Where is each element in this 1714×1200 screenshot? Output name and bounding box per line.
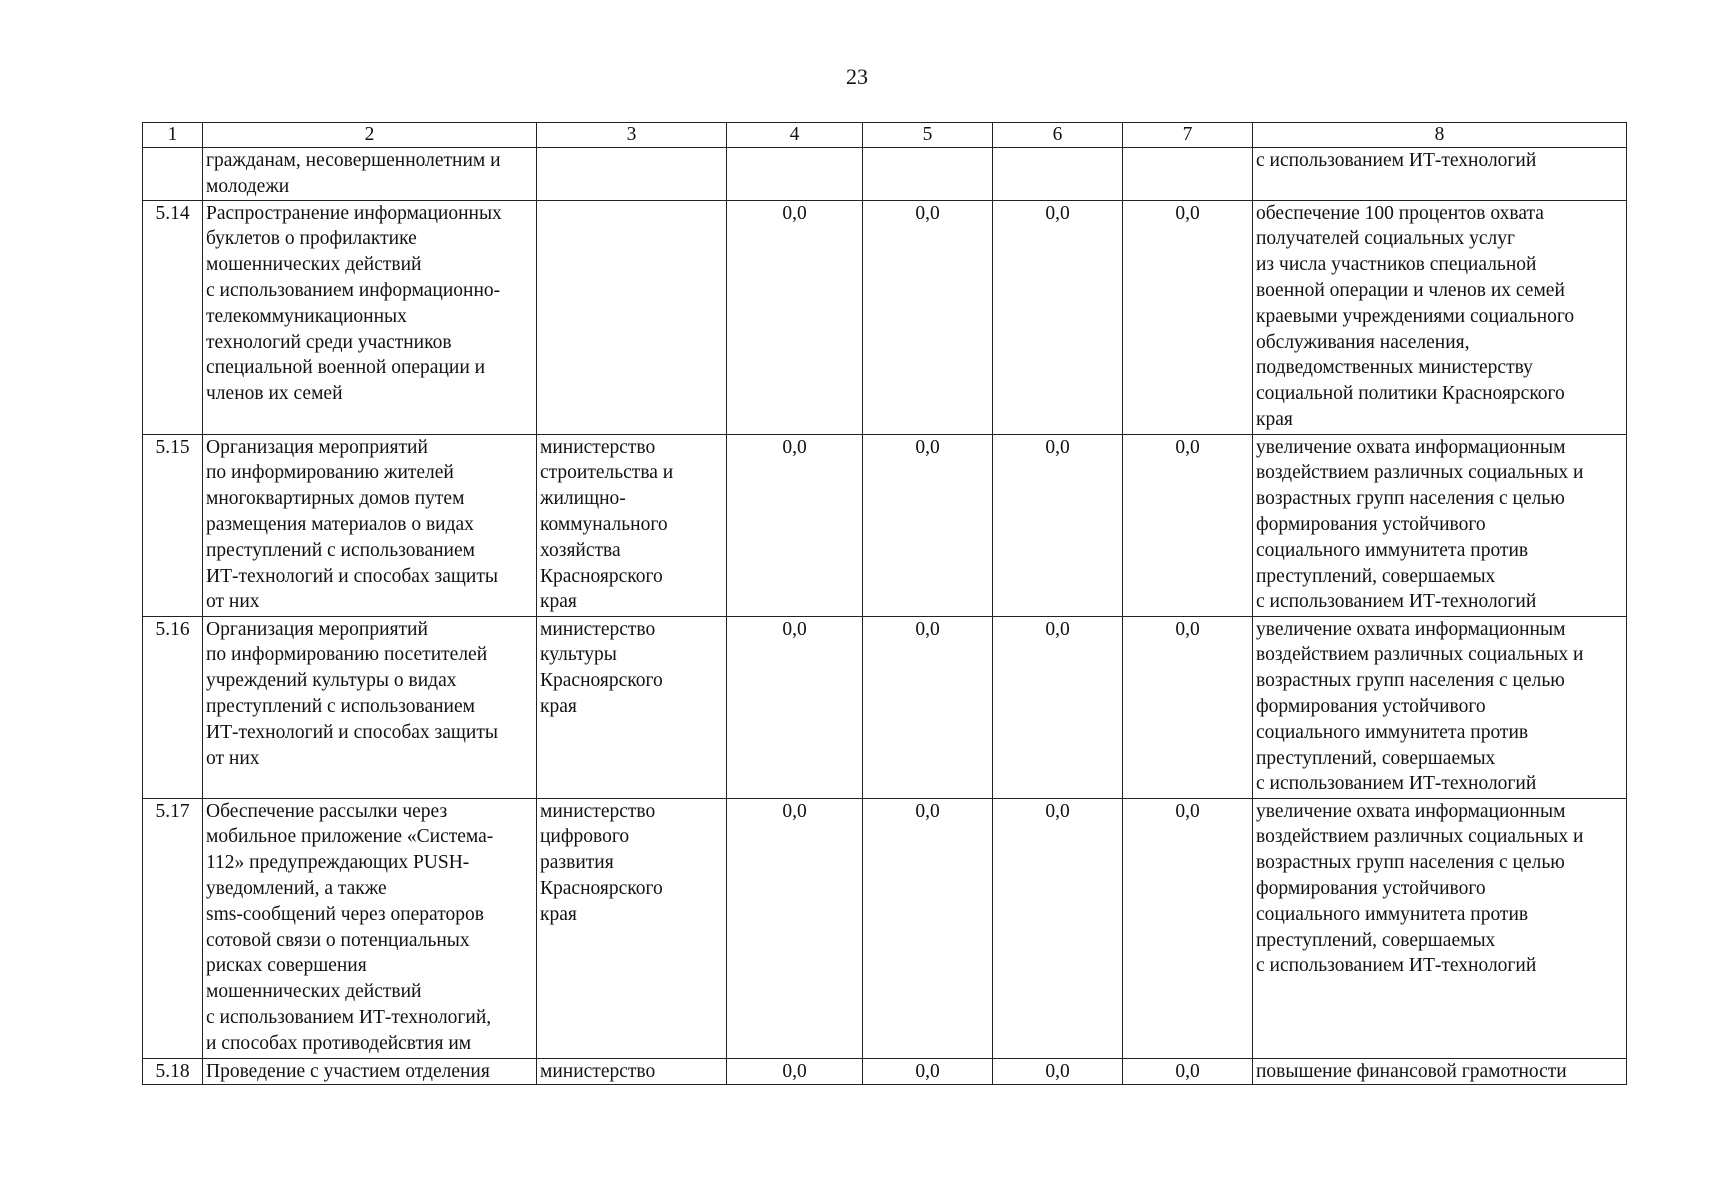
- expected-result: [1253, 616, 1627, 798]
- row-number: 5.15: [143, 434, 203, 616]
- value-col-6: [993, 148, 1123, 201]
- expected-result-text: увеличение охвата информационным воздействием различных социальных и возрастных групп населения с целью формирования устойчивого социального иммунитета против преступлений, совершаемых с использованием ИТ-технологий: [1256, 800, 1584, 977]
- value-col-5: [863, 148, 993, 201]
- value-col-4: 0,0: [727, 434, 863, 616]
- column-header-2: 2: [203, 123, 537, 148]
- measure-name: [203, 148, 537, 201]
- value-col-5: 0,0: [863, 616, 993, 798]
- executor-text: министерство: [540, 1060, 656, 1082]
- column-header-5: 5: [863, 123, 993, 148]
- value-col-6: 0,0: [993, 798, 1123, 1058]
- table-row: [143, 1058, 1627, 1085]
- expected-result: [1253, 148, 1627, 201]
- executor: [537, 148, 727, 201]
- executor: [537, 434, 727, 616]
- table-row: [143, 434, 1627, 616]
- value-col-4: 0,0: [727, 200, 863, 434]
- value-col-7: 0,0: [1123, 616, 1253, 798]
- measure-name: [203, 434, 537, 616]
- measure-name-text: Организация мероприятий по информированию жителей многоквартирных домов путем размещения материалов о видах преступлений с использованием ИТ-технологий и способах защиты от них: [206, 436, 498, 613]
- column-header-1: 1: [143, 123, 203, 148]
- value-col-7: 0,0: [1123, 798, 1253, 1058]
- measure-name-text: Распространение информационных буклетов о профилактике мошеннических действий с использованием информационно- телекоммуникационных технологий среди участников специальной военной операции и членов их семей: [206, 202, 502, 405]
- value-col-7: 0,0: [1123, 434, 1253, 616]
- value-col-4: 0,0: [727, 1058, 863, 1085]
- expected-result-text: повышение финансовой грамотности: [1256, 1060, 1567, 1082]
- executor-text: министерство строительства и жилищно- коммунального хозяйства Красноярского края: [540, 436, 674, 613]
- expected-result: [1253, 798, 1627, 1058]
- expected-result: [1253, 1058, 1627, 1085]
- value-col-7: [1123, 148, 1253, 201]
- header-row: [143, 123, 1627, 148]
- value-col-5: 0,0: [863, 1058, 993, 1085]
- column-header-6: 6: [993, 123, 1123, 148]
- value-col-5: 0,0: [863, 798, 993, 1058]
- executor-text: министерство культуры Красноярского края: [540, 618, 663, 717]
- measure-name: [203, 616, 537, 798]
- expected-result-text: с использованием ИТ-технологий: [1256, 150, 1537, 171]
- row-number: 5.14: [143, 200, 203, 434]
- column-header-8: 8: [1253, 123, 1627, 148]
- value-col-6: 0,0: [993, 616, 1123, 798]
- row-number: 5.17: [143, 798, 203, 1058]
- table-row: [143, 148, 1627, 201]
- column-header-3: 3: [537, 123, 727, 148]
- measure-name-text: гражданам, несовершеннолетним и молодежи: [206, 150, 501, 197]
- expected-result-text: обеспечение 100 процентов охвата получателей социальных услуг из числа участников специальной военной операции и членов их семей краевыми учреждениями социального обслуживания населения, подведомственных министерству социальной политики Красноярского края: [1256, 202, 1575, 430]
- value-col-7: 0,0: [1123, 200, 1253, 434]
- measure-name-text: Обеспечение рассылки через мобильное приложение «Система- 112» предупреждающих PUSH- уведомлений, а также sms-сообщений через операторов сотовой связи о потенциальных рисках совершения мошеннических действий с использованием ИТ-технологий, и способах противодейсвтия им: [206, 800, 494, 1054]
- value-col-4: 0,0: [727, 616, 863, 798]
- measures-table: [142, 122, 1627, 1085]
- value-col-7: 0,0: [1123, 1058, 1253, 1085]
- row-number: [143, 148, 203, 201]
- value-col-6: 0,0: [993, 434, 1123, 616]
- expected-result-text: увеличение охвата информационным воздействием различных социальных и возрастных групп населения с целью формирования устойчивого социального иммунитета против преступлений, совершаемых с использованием ИТ-технологий: [1256, 618, 1584, 795]
- executor: [537, 1058, 727, 1085]
- column-header-4: 4: [727, 123, 863, 148]
- executor: [537, 798, 727, 1058]
- measure-name-text: Организация мероприятий по информированию посетителей учреждений культуры о видах преступлений с использованием ИТ-технологий и способах защиты от них: [206, 618, 498, 769]
- page-number: 23: [846, 64, 868, 89]
- row-number: 5.18: [143, 1058, 203, 1085]
- value-col-5: 0,0: [863, 434, 993, 616]
- table-row: [143, 616, 1627, 798]
- measure-name: [203, 798, 537, 1058]
- column-header-7: 7: [1123, 123, 1253, 148]
- value-col-4: [727, 148, 863, 201]
- row-number: 5.16: [143, 616, 203, 798]
- measure-name: [203, 1058, 537, 1085]
- expected-result: [1253, 200, 1627, 434]
- value-col-6: 0,0: [993, 1058, 1123, 1085]
- value-col-4: 0,0: [727, 798, 863, 1058]
- table-row: [143, 200, 1627, 434]
- executor-text: министерство цифрового развития Красноярского края: [540, 800, 663, 925]
- value-col-5: 0,0: [863, 200, 993, 434]
- measure-name: [203, 200, 537, 434]
- value-col-6: 0,0: [993, 200, 1123, 434]
- expected-result: [1253, 434, 1627, 616]
- executor: [537, 616, 727, 798]
- expected-result-text: увеличение охвата информационным воздействием различных социальных и возрастных групп населения с целью формирования устойчивого социального иммунитета против преступлений, совершаемых с использованием ИТ-технологий: [1256, 436, 1584, 613]
- measure-name-text: Проведение с участием отделения: [206, 1060, 490, 1082]
- table-row: [143, 798, 1627, 1058]
- executor: [537, 200, 727, 434]
